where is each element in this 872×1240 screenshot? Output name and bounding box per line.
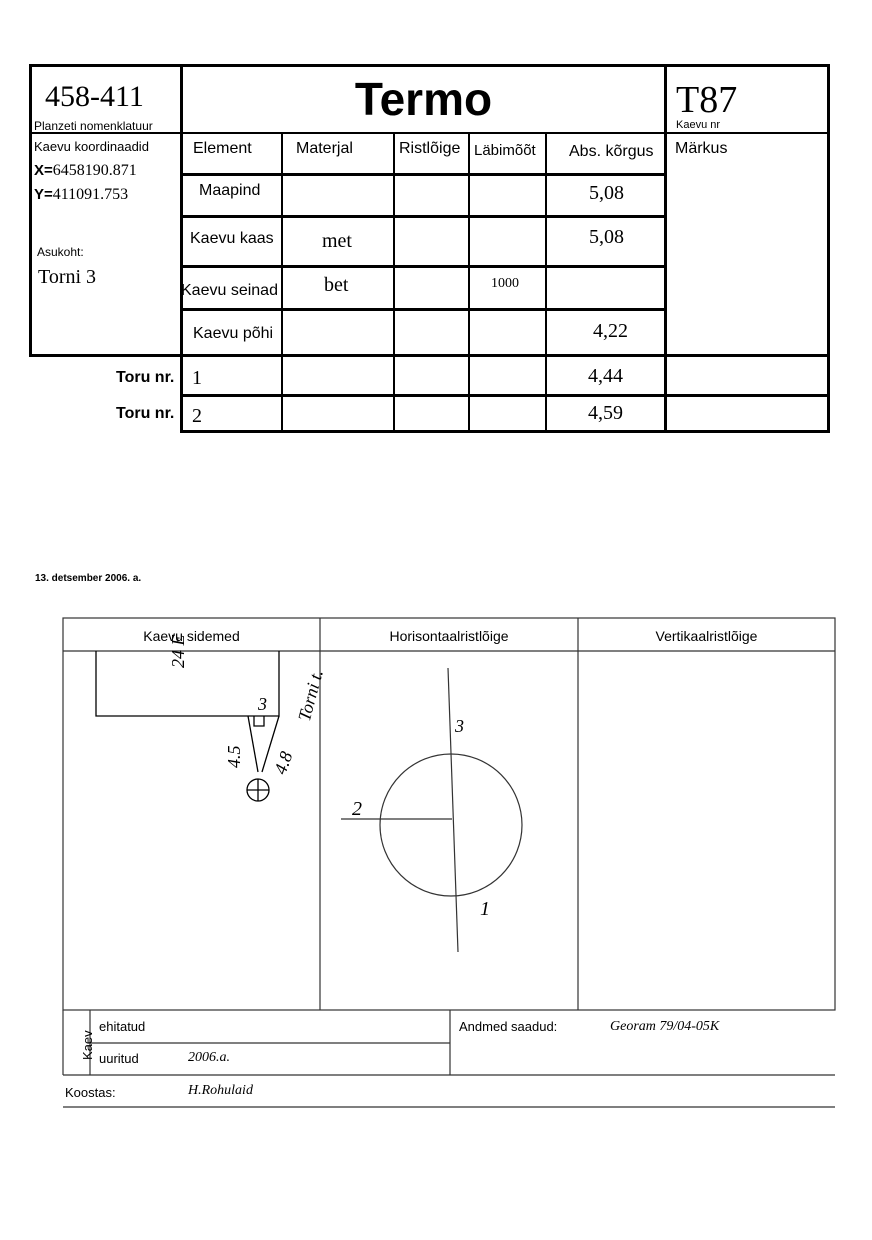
row-element: Kaevu põhi	[193, 325, 274, 342]
x-value: 6458190.871	[52, 162, 137, 179]
y-value: 411091.753	[52, 186, 129, 203]
col-notes: Märkus	[675, 140, 728, 157]
street-label: Torni t.	[294, 667, 327, 724]
pipe-label: Toru nr.	[116, 405, 175, 422]
row-material: bet	[324, 274, 349, 296]
form-title: Termo	[354, 73, 493, 125]
coords-label: Kaevu koordinaadid	[34, 139, 149, 154]
row-element: Kaevu seinad	[181, 282, 278, 299]
col-material: Materjal	[296, 140, 353, 157]
data-source-label: Andmed saadud:	[459, 1019, 558, 1034]
pipe-abs: 4,44	[588, 365, 623, 387]
pipe-number: 2	[192, 405, 202, 427]
pipe-1-label: 1	[480, 898, 490, 920]
location-label: Asukoht:	[37, 245, 84, 259]
built-label: ehitatud	[99, 1019, 146, 1034]
row-element: Kaevu kaas	[190, 230, 274, 247]
y-label: Y=	[34, 186, 53, 203]
row-abs: 5,08	[589, 226, 624, 248]
col-diameter: Läbimõõt	[474, 142, 536, 159]
data-source-value: Georam 79/04-05K	[610, 1019, 720, 1034]
col-vertical-section: Vertikaalristlõige	[655, 628, 758, 644]
pipe-2-label: 2	[352, 798, 362, 820]
pipe-label: Toru nr.	[116, 369, 175, 386]
compiled-value: H.Rohulaid	[188, 1083, 253, 1098]
compiled-label: Koostas:	[65, 1085, 116, 1100]
pipe-abs: 4,59	[588, 402, 623, 424]
pipe-number: 1	[192, 367, 202, 389]
corner-number: 3	[258, 694, 267, 714]
distance-label: 4.5	[224, 745, 244, 768]
building-label: 24 E	[168, 634, 188, 668]
x-label: X=	[34, 162, 53, 179]
pipe-3-label: 3	[455, 716, 464, 736]
col-abs-height: Abs. kõrgus	[569, 143, 654, 160]
row-material: met	[322, 230, 352, 252]
location-value: Torni 3	[38, 266, 97, 288]
well-number-label: Kaevu nr	[676, 119, 721, 131]
col-horizontal-section: Horisontaalristlõige	[389, 628, 509, 644]
side-label: Kaev	[80, 1030, 95, 1060]
row-element: Maapind	[199, 182, 261, 199]
well-number-value: T87	[676, 79, 738, 121]
date-text: 13. detsember 2006. a.	[35, 573, 142, 584]
surveyed-label: uuritud	[99, 1051, 139, 1066]
col-connections: Kaevu sidemed	[143, 628, 240, 644]
row-abs: 5,08	[589, 182, 624, 204]
row-diameter: 1000	[491, 276, 519, 291]
connections-sketch	[96, 651, 279, 801]
nomenclature-value: 458-411	[45, 80, 144, 113]
col-cross-section: Ristlõige	[399, 140, 461, 157]
horizontal-section-sketch	[341, 668, 522, 952]
surveyed-value: 2006.a.	[188, 1050, 230, 1065]
nomenclature-label: Planzeti nomenklatuur	[34, 119, 153, 133]
row-abs: 4,22	[593, 320, 628, 342]
distance-label: 4.8	[270, 748, 297, 777]
col-element: Element	[193, 140, 252, 157]
